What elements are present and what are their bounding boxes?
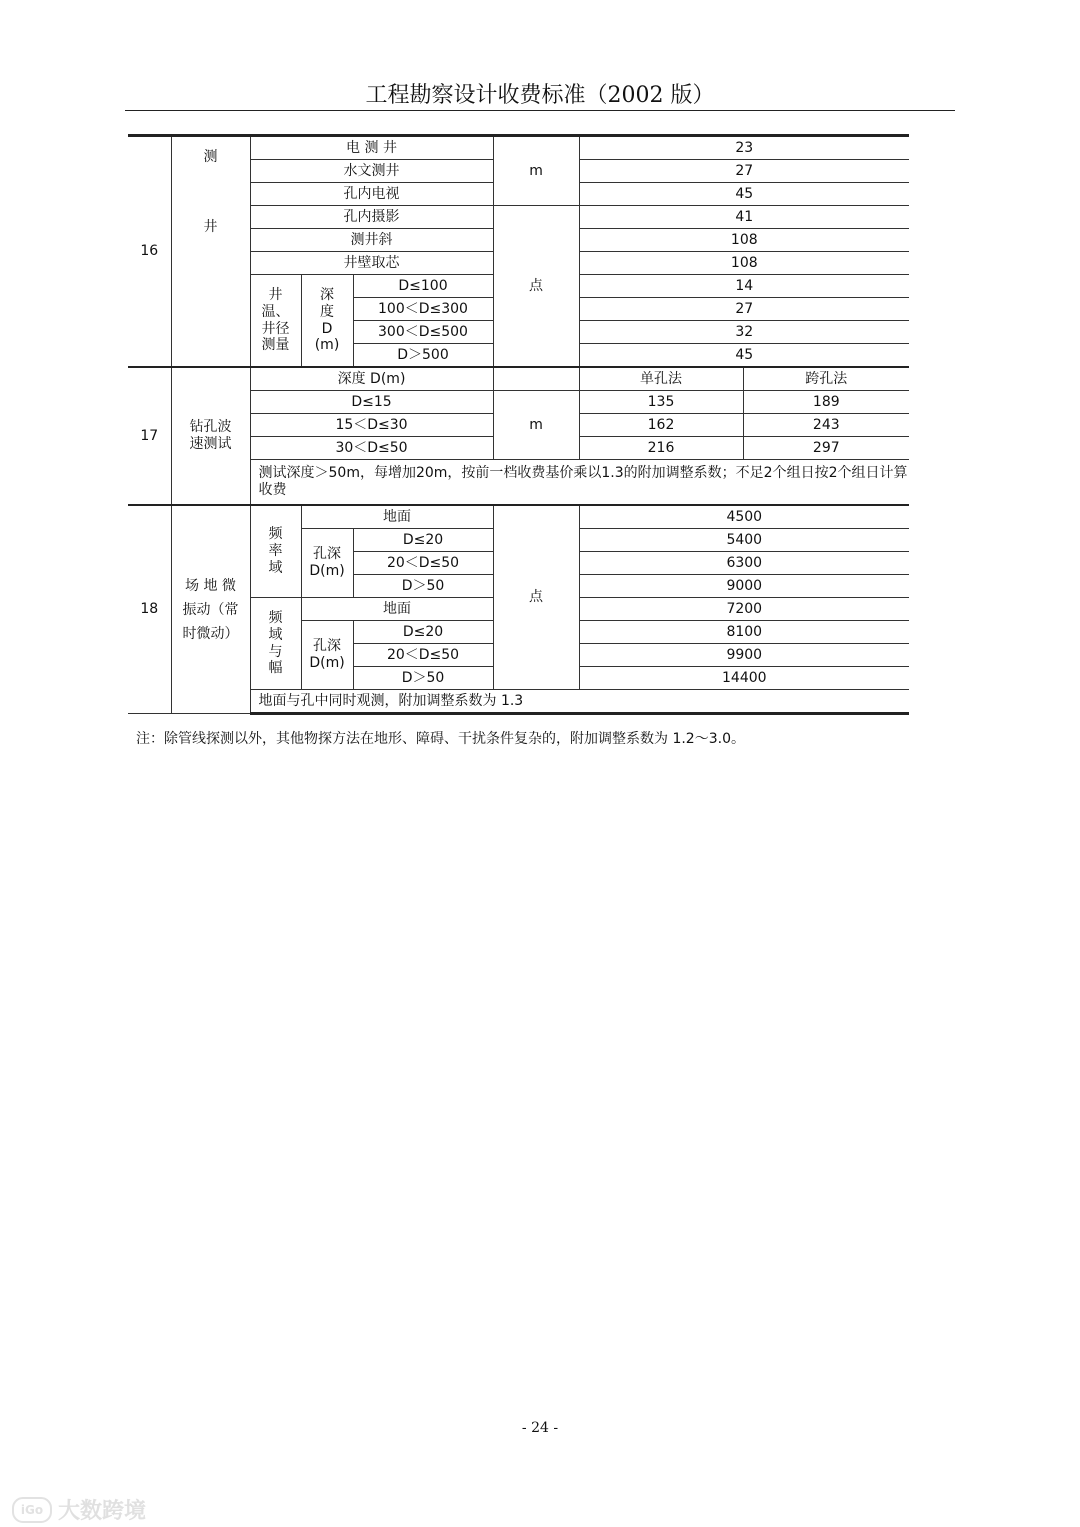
ground-label: 地面 [301, 598, 493, 621]
depth-range: 20＜D≤50 [353, 644, 493, 667]
price-cell: 5400 [579, 529, 909, 552]
price-cell: 8100 [579, 621, 909, 644]
price-cell: 216 [579, 437, 743, 460]
price-cell: 189 [743, 391, 909, 414]
depth-range: 20＜D≤50 [353, 552, 493, 575]
ground-label: 地面 [301, 505, 493, 529]
price-cell: 9000 [579, 575, 909, 598]
item-name: 电 测 井 [250, 136, 493, 160]
column-header: 深度 D(m) [250, 367, 493, 391]
price-cell: 23 [579, 136, 909, 160]
price-cell: 297 [743, 437, 909, 460]
price-cell: 32 [579, 321, 909, 344]
price-cell: 27 [579, 298, 909, 321]
depth-range: D＞500 [353, 344, 493, 368]
row-number: 17 [128, 367, 171, 505]
item-name: 测井斜 [250, 229, 493, 252]
category-cell: 钻孔波 速测试 [171, 367, 250, 505]
depth-range: D≤20 [353, 529, 493, 552]
price-cell: 162 [579, 414, 743, 437]
hole-depth-label: 孔深 D(m) [301, 621, 353, 690]
page-number: - 24 - [521, 1420, 559, 1436]
depth-range: 30＜D≤50 [250, 437, 493, 460]
table-row [128, 367, 909, 391]
row-note: 测试深度＞50m，每增加20m，按前一档收费基价乘以1.3的附加调整系数；不足2个组日按2个组日计算收费 [250, 460, 909, 506]
table-row [128, 505, 909, 529]
depth-range: 100＜D≤300 [353, 298, 493, 321]
page-title: 工程勘察设计收费标准（2002 版） [365, 83, 715, 108]
table-row [128, 136, 909, 160]
row-note: 地面与孔中同时观测，附加调整系数为 1.3 [250, 690, 909, 714]
price-cell: 41 [579, 206, 909, 229]
unit-cell: 点 [493, 505, 579, 690]
price-cell: 14 [579, 275, 909, 298]
category-cell: 场 地 微 振动（常 时微动） [171, 505, 250, 714]
depth-range: D＞50 [353, 667, 493, 690]
price-cell: 108 [579, 229, 909, 252]
price-cell: 45 [579, 344, 909, 368]
price-cell: 7200 [579, 598, 909, 621]
column-header: 单孔法 [579, 367, 743, 391]
row-number: 18 [128, 505, 171, 714]
item-name: 水文测井 [250, 160, 493, 183]
price-cell: 9900 [579, 644, 909, 667]
depth-label: 深 度 D (m) [301, 275, 353, 368]
unit-cell: 点 [493, 206, 579, 368]
price-cell: 6300 [579, 552, 909, 575]
column-header: 跨孔法 [743, 367, 909, 391]
price-cell: 135 [579, 391, 743, 414]
watermark [12, 1494, 146, 1525]
item-name: 孔内电视 [250, 183, 493, 206]
depth-range: D≤20 [353, 621, 493, 644]
unit-cell: m [493, 136, 579, 206]
header-rule [125, 110, 955, 111]
category-cell: 测 井 [171, 136, 250, 368]
price-cell: 4500 [579, 505, 909, 529]
price-cell: 27 [579, 160, 909, 183]
hole-depth-label: 孔深 D(m) [301, 529, 353, 598]
price-cell: 243 [743, 414, 909, 437]
price-cell: 14400 [579, 667, 909, 690]
item-name: 孔内摄影 [250, 206, 493, 229]
price-cell: 45 [579, 183, 909, 206]
depth-range: 15＜D≤30 [250, 414, 493, 437]
depth-range: D≤100 [353, 275, 493, 298]
depth-range: D＞50 [353, 575, 493, 598]
frequency-domain-label: 频 率 域 [250, 505, 301, 598]
depth-range: D≤15 [250, 391, 493, 414]
unit-header [493, 367, 579, 391]
watermark-logo-icon: iGo [12, 1497, 52, 1523]
row-number: 16 [128, 136, 171, 368]
fee-table [128, 134, 909, 715]
depth-range: 300＜D≤500 [353, 321, 493, 344]
amplitude-domain-label: 频 域 与 幅 [250, 598, 301, 690]
unit-cell: m [493, 391, 579, 460]
watermark-text: 大数跨境 [58, 1499, 147, 1524]
footnote: 注：除管线探测以外，其他物探方法在地形、障碍、干扰条件复杂的，附加调整系数为 1.2～3.0。 [136, 731, 745, 747]
item-name: 井壁取芯 [250, 252, 493, 275]
subcategory-label: 井 温、 井径 测量 [250, 275, 301, 368]
price-cell: 108 [579, 252, 909, 275]
